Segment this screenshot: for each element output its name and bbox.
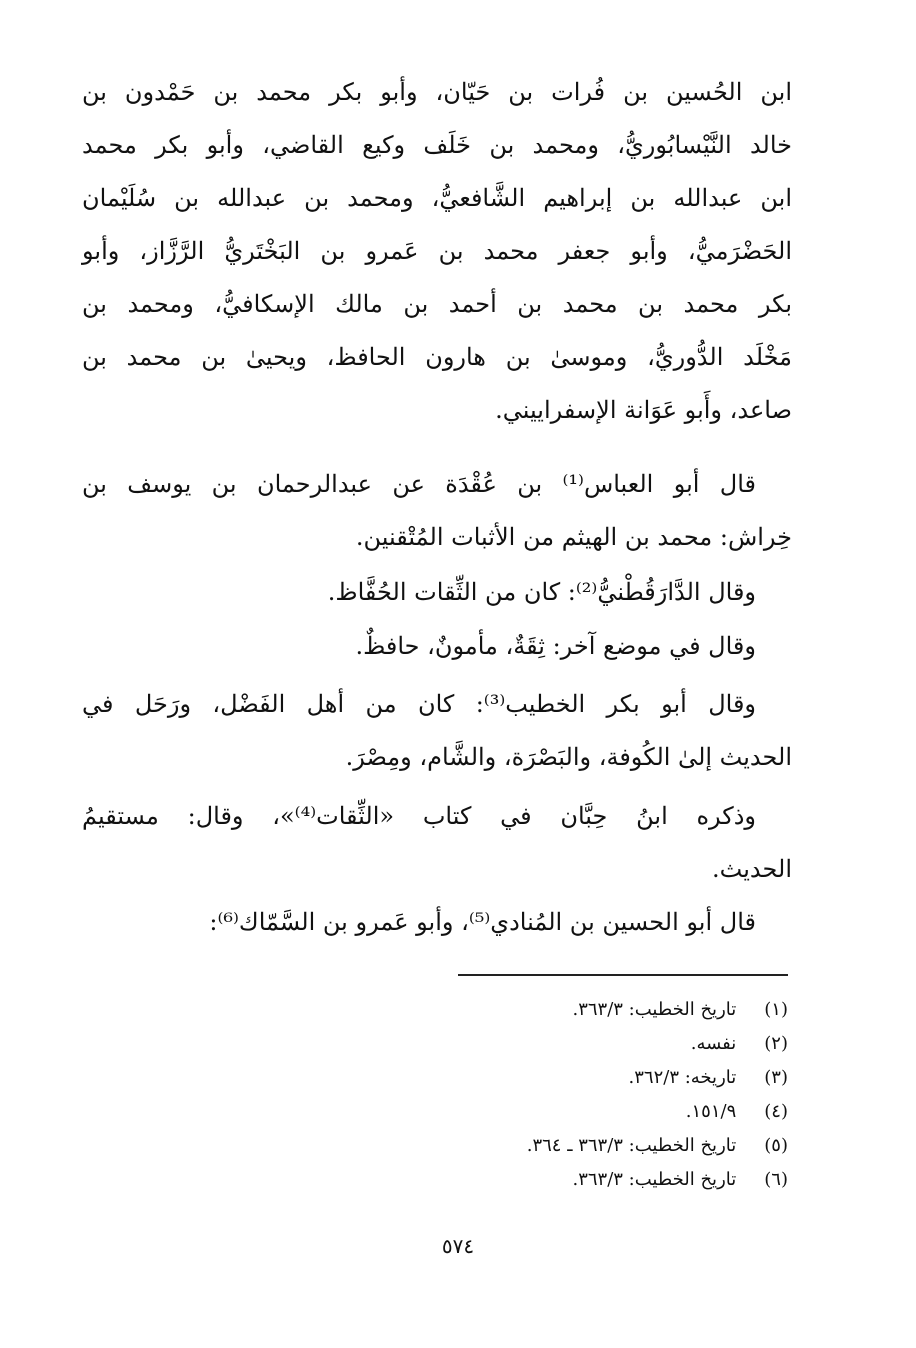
- text-line: قال أبو الحسين بن المُنادي⁽⁵⁾، وأبو عَمرو بن السَّمّاك⁽⁶⁾:: [209, 908, 756, 936]
- footnote-item: [300, 1129, 788, 1163]
- footnote-number: (٢): [764, 1033, 788, 1054]
- text-line: ابن الحُسين بن فُرات بن حَيّان، وأبو بكر محمد بن حَمْدون بن: [82, 78, 792, 106]
- footnote-text: تاريخه: ٣٦٢/٣.: [628, 1067, 737, 1088]
- text-line: الحَضْرَميُّ، وأبو جعفر محمد بن عَمرو بن البَخْتَريُّ الرَّزَّاز، وأبو: [82, 237, 792, 265]
- text-line: الحديث إلىٰ الكُوفة، والبَصْرَة، والشَّام، ومِصْرَ.: [345, 743, 792, 771]
- footnote-number: (٦): [764, 1169, 788, 1190]
- paragraph-khatib: [82, 678, 792, 784]
- footnote-number: (١): [764, 999, 788, 1020]
- text-line: وقال في موضع آخر: ثِقَةٌ، مأمونٌ، حافظٌ.: [355, 632, 756, 660]
- text-line: خالد النَّيْسابُوريُّ، ومحمد بن خَلَف وكيع القاضي، وأبو بكر محمد: [82, 131, 792, 159]
- footnote-text: تاريخ الخطيب: ٣٦٣/٣ ـ ٣٦٤.: [526, 1135, 737, 1156]
- text-line: الحديث.: [712, 855, 792, 883]
- text-line: صاعد، وأَبو عَوَانة الإسفراييني.: [495, 396, 792, 424]
- page-number: ٥٧٤: [441, 1234, 475, 1258]
- text-line: بكر محمد بن محمد بن أحمد بن مالك الإسكافيُّ، ومحمد بن: [82, 290, 792, 318]
- footnote-number: (٣): [764, 1067, 788, 1088]
- paragraph-ibn-uqda: [82, 458, 792, 564]
- text-line: ابن عبدالله بن إبراهيم الشَّافعيُّ، ومحمد بن عبدالله بن سُلَيْمان: [82, 184, 792, 212]
- main-text: [82, 66, 792, 437]
- footnote-item: [300, 993, 788, 1027]
- text-line: قال أبو العباس⁽¹⁾ بن عُقْدَة عن عبدالرحمان بن يوسف بن: [82, 470, 757, 498]
- footnote-number: (٤): [764, 1101, 788, 1122]
- footnote-separator: [458, 974, 788, 976]
- paragraph-other-place: [82, 620, 792, 673]
- footnote-text: نفسه.: [690, 1033, 737, 1054]
- footnote-text: تاريخ الخطيب: ٣٦٣/٣.: [572, 999, 737, 1020]
- footnote-item: [300, 1095, 788, 1129]
- footnote-item: [300, 1061, 788, 1095]
- text-line: وذكره ابنُ حِبَّان في كتاب «الثِّقات⁽⁴⁾»، وقال: مستقيمُ: [82, 802, 757, 830]
- paragraph-daraqutni: [82, 566, 792, 619]
- text-line: وقال الدَّارَقُطْنيُّ⁽²⁾: كان من الثِّقات الحُفَّاظ.: [327, 578, 756, 606]
- footnotes: [300, 993, 788, 1197]
- text-line: خِراش: محمد بن الهيثم من الأثبات المُتْقنين.: [355, 523, 792, 551]
- text-line: مَخْلَد الدُّوريُّ، وموسىٰ بن هارون الحافظ، ويحيىٰ بن محمد بن: [82, 343, 792, 371]
- footnote-text: تاريخ الخطيب: ٣٦٣/٣.: [572, 1169, 737, 1190]
- footnote-item: [300, 1027, 788, 1061]
- paragraph-munadi: [82, 896, 792, 949]
- footnote-text: ١٥١/٩.: [685, 1101, 737, 1122]
- footnote-item: [300, 1163, 788, 1197]
- paragraph-ibn-hibban: [82, 790, 792, 896]
- text-line: وقال أبو بكر الخطيب⁽³⁾: كان من أهل الفَضْل، ورَحَل في: [82, 690, 757, 718]
- footnote-number: (٥): [764, 1135, 788, 1156]
